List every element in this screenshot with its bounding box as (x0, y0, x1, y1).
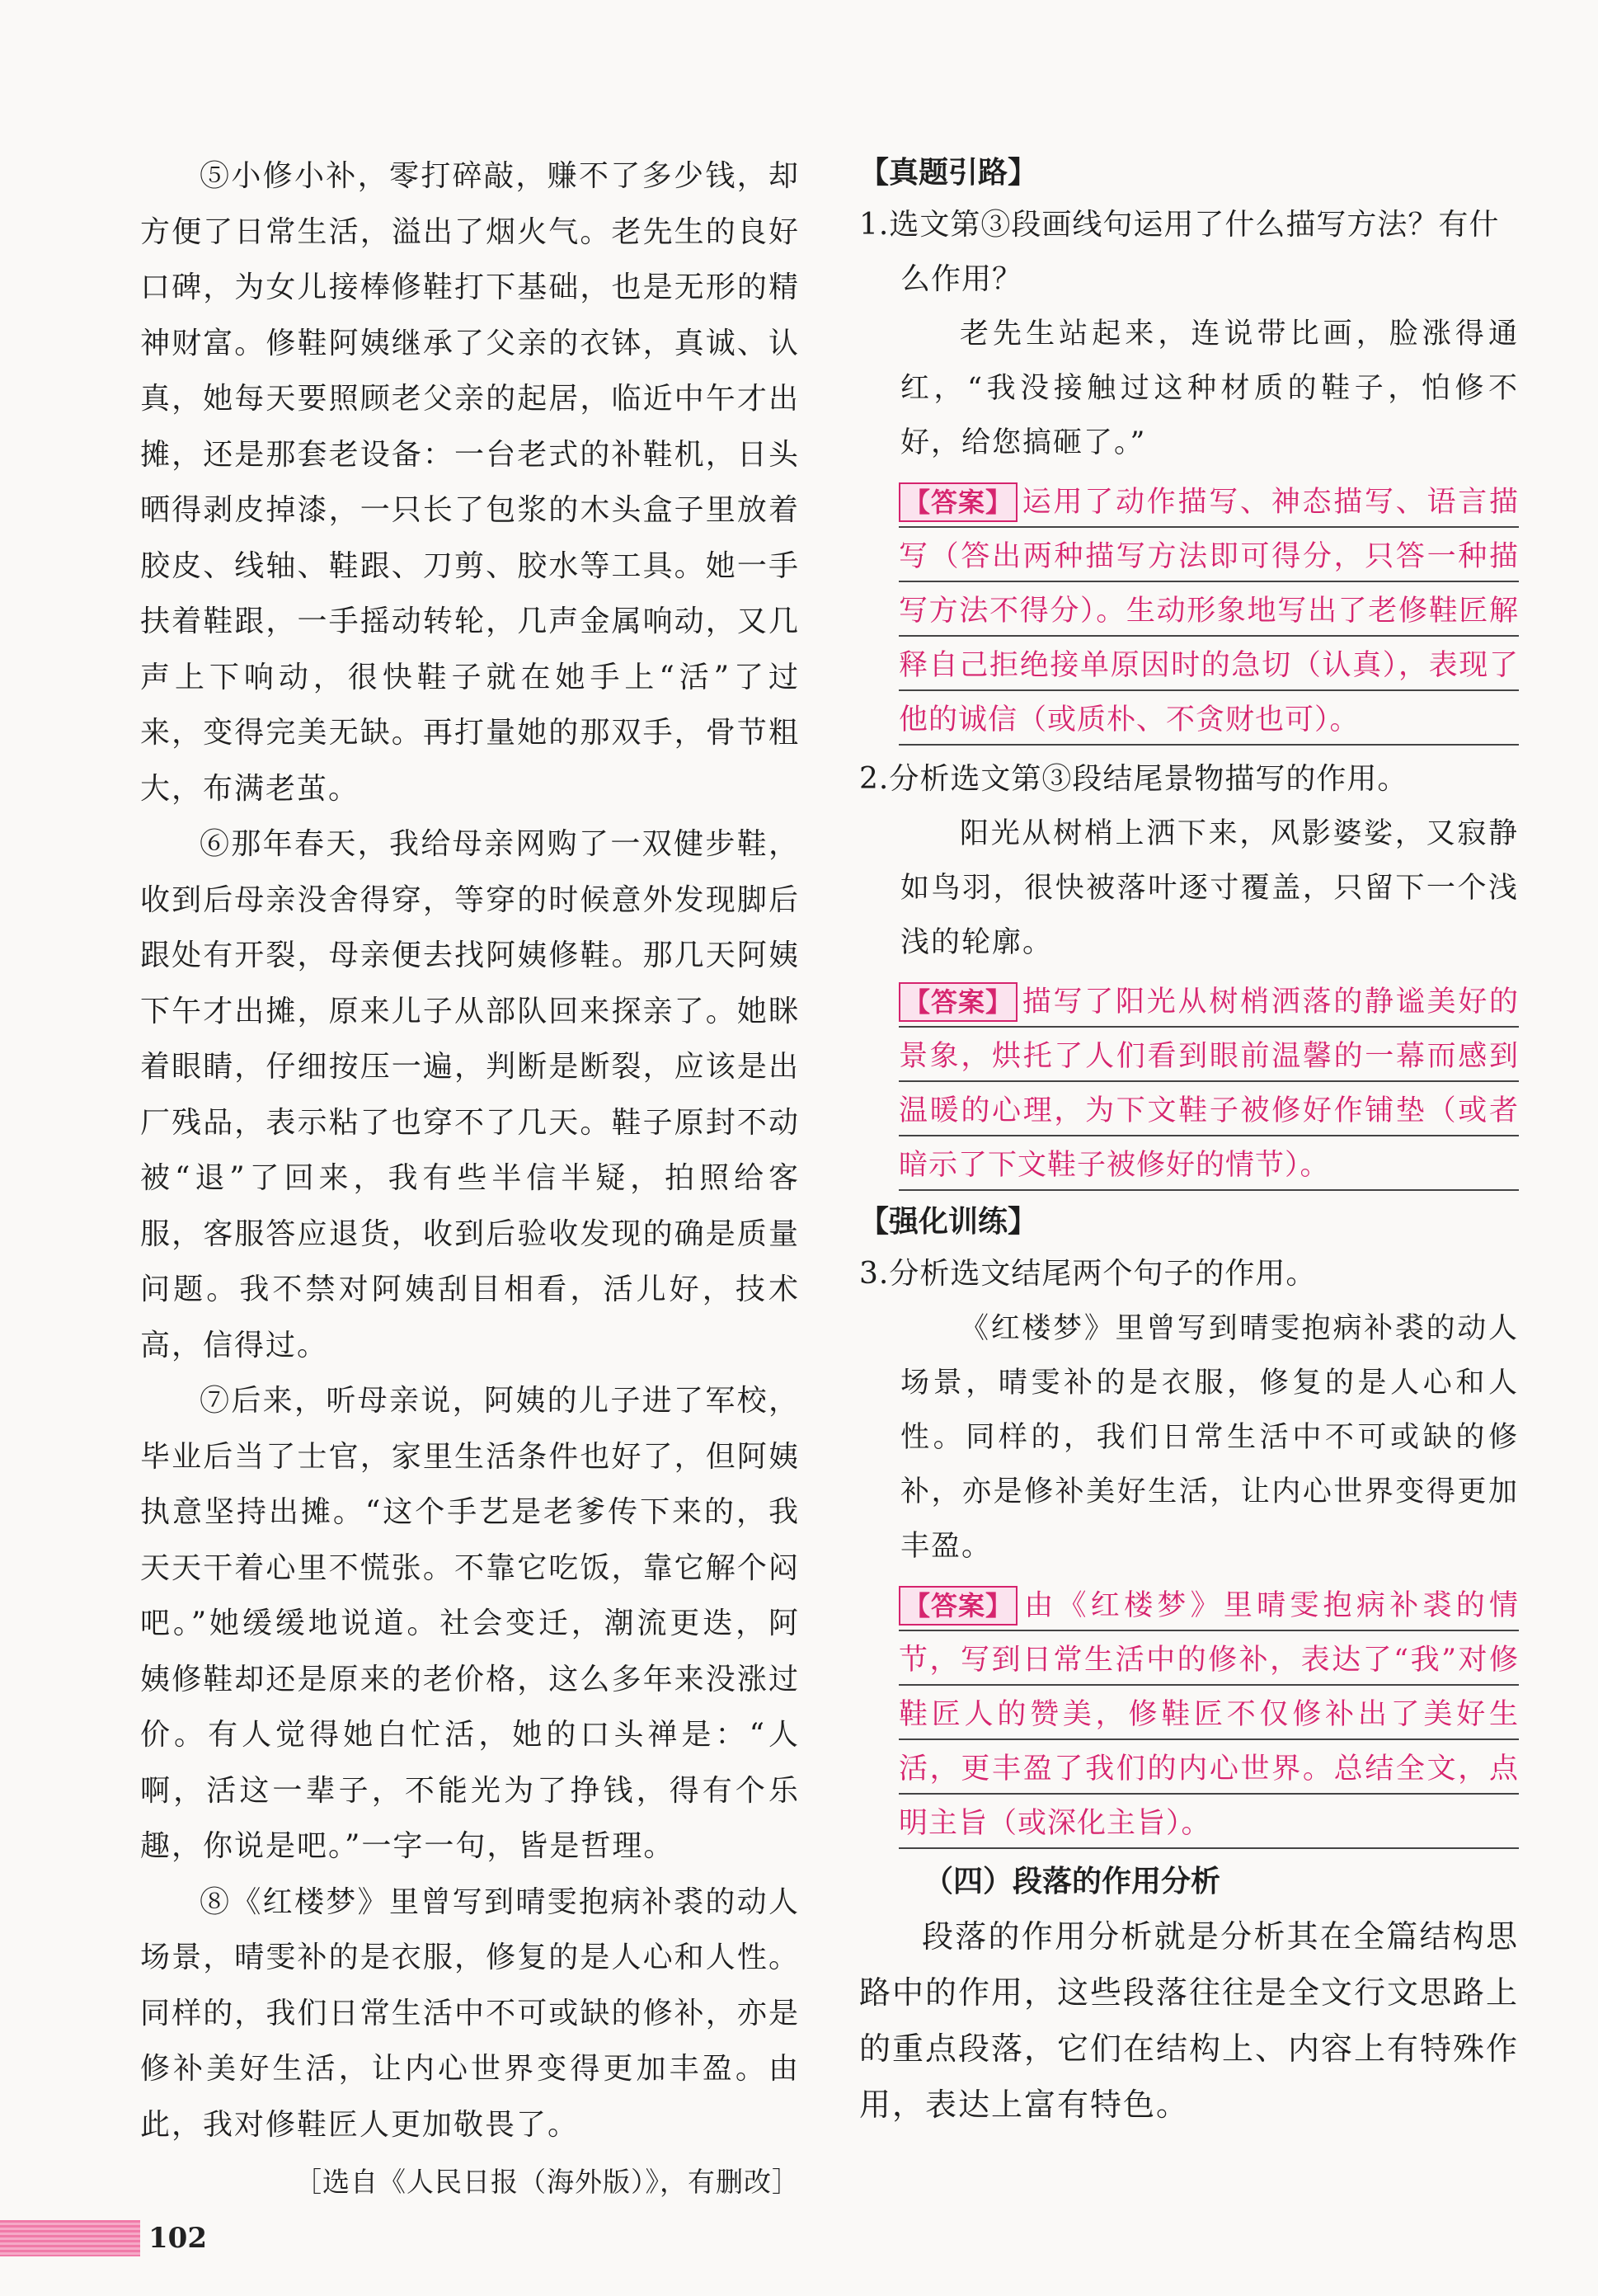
answer-3 (899, 1578, 1519, 1851)
subsection-title: （四）段落的作用分析 (924, 1865, 1221, 1898)
answer-label: 【答案】 (899, 1586, 1018, 1626)
question-3: 3.分析选文结尾两个句子的作用。 (859, 1257, 1317, 1291)
answer-3-body (899, 1578, 1519, 1851)
question-2: 2.分析选文第③段结尾景物描写的作用。 (859, 762, 1408, 796)
answer-label: 【答案】 (899, 982, 1018, 1022)
section-title-practice: 【强化训练】 (859, 1205, 1038, 1239)
answer-label: 【答案】 (899, 482, 1018, 522)
answer-2 (899, 975, 1519, 1193)
section-title-guided: 【真题引路】 (859, 156, 1038, 190)
subsection-body: 段落的作用分析就是分析其在全篇结构思路中的作用，这些段落往往是全文行文思路上的重点段落，它们在结构上、内容上有特殊作用，表达上富有特色。 (859, 1918, 1520, 2123)
question-1-quote: 老先生站起来，连说带比画，脸涨得通红，“我没接触过这种材质的鞋子，怕修不好，给您搞砸了。” (900, 318, 1519, 459)
paragraph-5: ⑤小修小补，零打碎敲，赚不了多少钱，却方便了日常生活，溢出了烟火气。老先生的良好口碑，为女儿接棒修鞋打下基础，也是无形的精神财富。修鞋阿姨继承了父亲的衣钵，真诚、认真，她每天要照顾老父亲的起居，临近中午才出摊，还是那套老设备：一台老式的补鞋机，日头晒得剥皮掉漆，一只长了包浆的木头盒子里放着胶皮、线轴、鞋跟、刀剪、胶水等工具。她一手扶着鞋跟，一手摇动转轮，几声金属响动，又几声上下响动，很快鞋子就在她手上“活”了过来，变得完美无缺。再打量她的那双手，骨节粗大，布满老茧。 (140, 159, 800, 806)
answer-1-text: 运用了动作描写、神态描写、语言描写（答出两种描写方法即可得分，只答一种描写方法不得分）。生动形象地写出了老修鞋匠解释自己拒绝接单原因时的急切（认真），表现了他的诚信（或质朴、不贪财也可）。 (899, 486, 1519, 736)
answer-1 (899, 475, 1519, 747)
source-citation: ［选自《人民日报（海外版）》，有删改］ (294, 2166, 800, 2198)
answer-2-body (899, 975, 1519, 1193)
page-tab-stripe (0, 2220, 140, 2256)
answer-2-text: 描写了阳光从树梢洒落的静谧美好的景象，烘托了人们看到眼前温馨的一幕而感到温暖的心理，为下文鞋子被修好作铺垫（或者暗示了下文鞋子被修好的情节）。 (899, 986, 1519, 1182)
paragraph-7: ⑦后来，听母亲说，阿姨的儿子进了军校，毕业后当了士官，家里生活条件也好了，但阿姨执意坚持出摊。“这个手艺是老爹传下来的，我天天干着心里不慌张。不靠它吃饭，靠它解个闷吧。”她缓缓地说道。社会变迁，潮流更迭，阿姨修鞋却还是原来的老价格，这么多年来没涨过价。有人觉得她白忙活，她的口头禅是：“人啊，活这一辈子，不能光为了挣钱，得有个乐趣，你说是吧。”一字一句，皆是哲理。 (140, 1384, 800, 1863)
page-number: 102 (148, 2222, 207, 2255)
paragraph-8: ⑧《红楼梦》里曾写到晴雯抱病补裘的动人场景，晴雯补的是衣服，修复的是人心和人性。同样的，我们日常生活中不可或缺的修补，亦是修补美好生活，让内心世界变得更加丰盈。由此，我对修鞋匠人更加敬畏了。 (140, 1884, 800, 2142)
question-2-quote: 阳光从树梢上洒下来，风影婆娑，又寂静如鸟羽，很快被落叶逐寸覆盖，只留下一个浅浅的轮廓。 (900, 817, 1519, 959)
question-3-quote: 《红楼梦》里曾写到晴雯抱病补裘的动人场景，晴雯补的是衣服，修复的是人心和人性。同样的，我们日常生活中不可或缺的修补，亦是修补美好生活，让内心世界变得更加丰盈。 (900, 1312, 1519, 1563)
paragraph-6: ⑥那年春天，我给母亲网购了一双健步鞋，收到后母亲没舍得穿，等穿的时候意外发现脚后跟处有开裂，母亲便去找阿姨修鞋。那几天阿姨下午才出摊，原来儿子从部队回来探亲了。她眯着眼睛，仔细按压一遍，判断是断裂，应该是出厂残品，表示粘了也穿不了几天。鞋子原封不动被“退”了回来，我有些半信半疑，拍照给客服，客服答应退货，收到后验收发现的确是质量问题。我不禁对阿姨刮目相看，活儿好，技术高，信得过。 (140, 827, 800, 1362)
answer-3-text: 由《红楼梦》里晴雯抱病补裘的情节，写到日常生活中的修补，表达了“我”对修鞋匠人的赞美，修鞋匠不仅修补出了美好生活，更丰盈了我们的内心世界。总结全文，点明主旨（或深化主旨）。 (899, 1589, 1519, 1840)
answer-1-body (899, 475, 1519, 747)
story-column (140, 148, 800, 2207)
exercise-column (859, 148, 1519, 2133)
question-1: 1.选文第③段画线句运用了什么描写方法？有什么作用？ (859, 208, 1500, 296)
